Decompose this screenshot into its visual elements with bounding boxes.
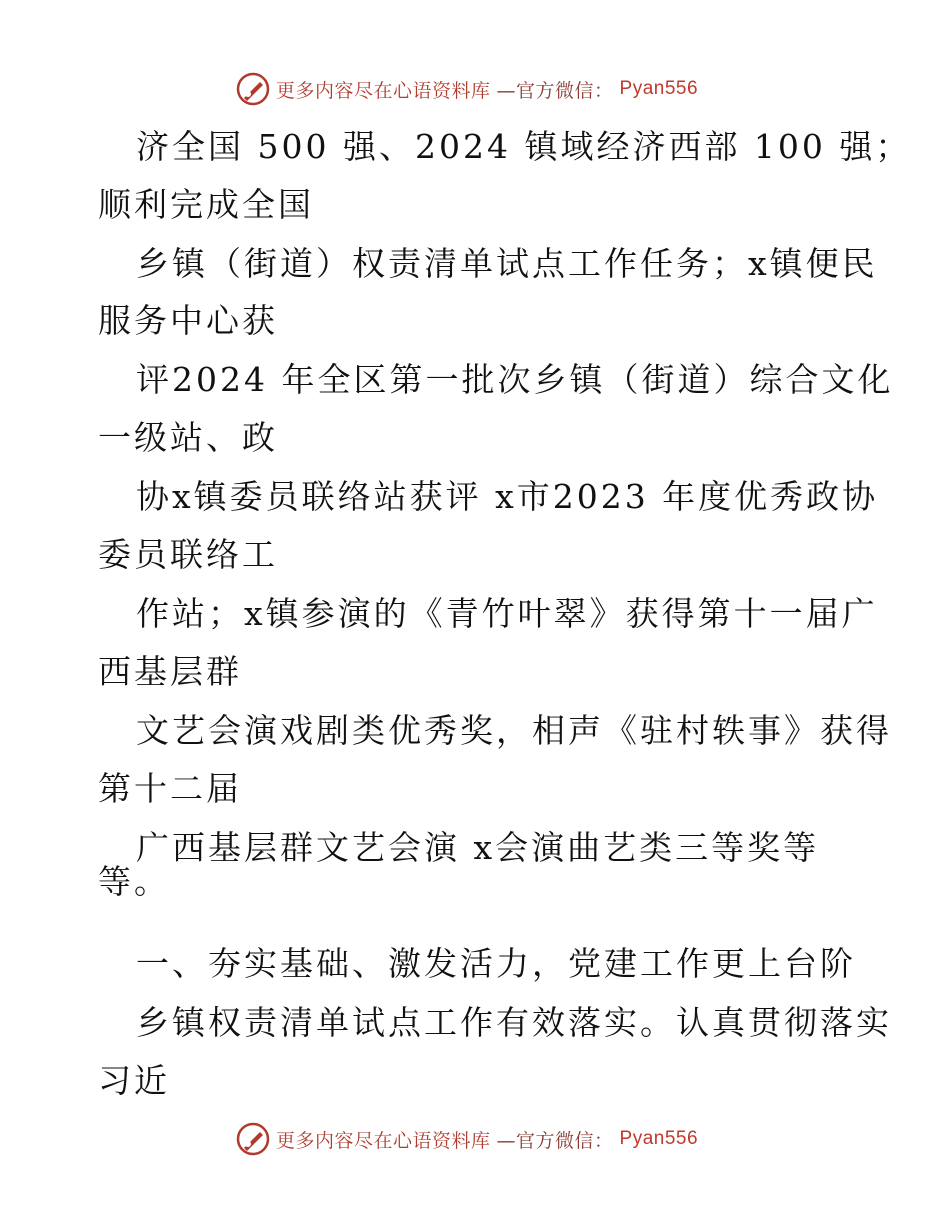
body-line-11: 文艺会演戏剧类优秀奖，相声《驻村轶事》获得 (136, 711, 892, 750)
body-line-10: 西基层群 (98, 652, 242, 691)
body-line-3: 乡镇（街道）权责清单试点工作任务；x镇便民 (136, 244, 878, 283)
watermark-banner-top (236, 72, 698, 106)
watermark-banner-bottom (236, 1122, 698, 1156)
watermark-site-text: 更多内容尽在心语资料库 (276, 79, 491, 102)
watermark-wechat-id: Pyan556 (619, 1128, 699, 1149)
body-line-12: 第十二届 (98, 769, 242, 808)
watermark-site-text: 更多内容尽在心语资料库 (276, 1129, 491, 1152)
watermark-wechat-label: —官方微信： (496, 1129, 614, 1152)
body-line-1: 济全国 500 强、2024 镇域经济西部 100 强； (136, 127, 912, 166)
body-line-2: 顺利完成全国 (98, 185, 314, 224)
body-line-4: 服务中心获 (98, 301, 278, 340)
body-line-6: 一级站、政 (98, 418, 278, 457)
body-line-8: 委员联络工 (98, 535, 278, 574)
body-line-17: 习近 (98, 1061, 170, 1100)
watermark-wechat-id: Pyan556 (619, 78, 699, 99)
body-line-13: 广西基层群文艺会演 x会演曲艺类三等奖等 (136, 828, 820, 867)
body-line-14: 等。 (98, 862, 170, 901)
body-line-7: 协x镇委员联络站获评 x市2023 年度优秀政协 (136, 477, 879, 516)
body-line-16: 乡镇权责清单试点工作有效落实。认真贯彻落实 (136, 1003, 892, 1042)
body-line-5: 评2024 年全区第一批次乡镇（街道）综合文化 (136, 360, 894, 399)
pen-logo-icon (236, 72, 270, 106)
body-line-9: 作站；x镇参演的《青竹叶翠》获得第十一届广 (136, 594, 878, 633)
section-heading: 一、夯实基础、激发活力，党建工作更上台阶 (136, 944, 856, 983)
pen-logo-icon (236, 1122, 270, 1156)
watermark-wechat-label: —官方微信： (496, 79, 614, 102)
